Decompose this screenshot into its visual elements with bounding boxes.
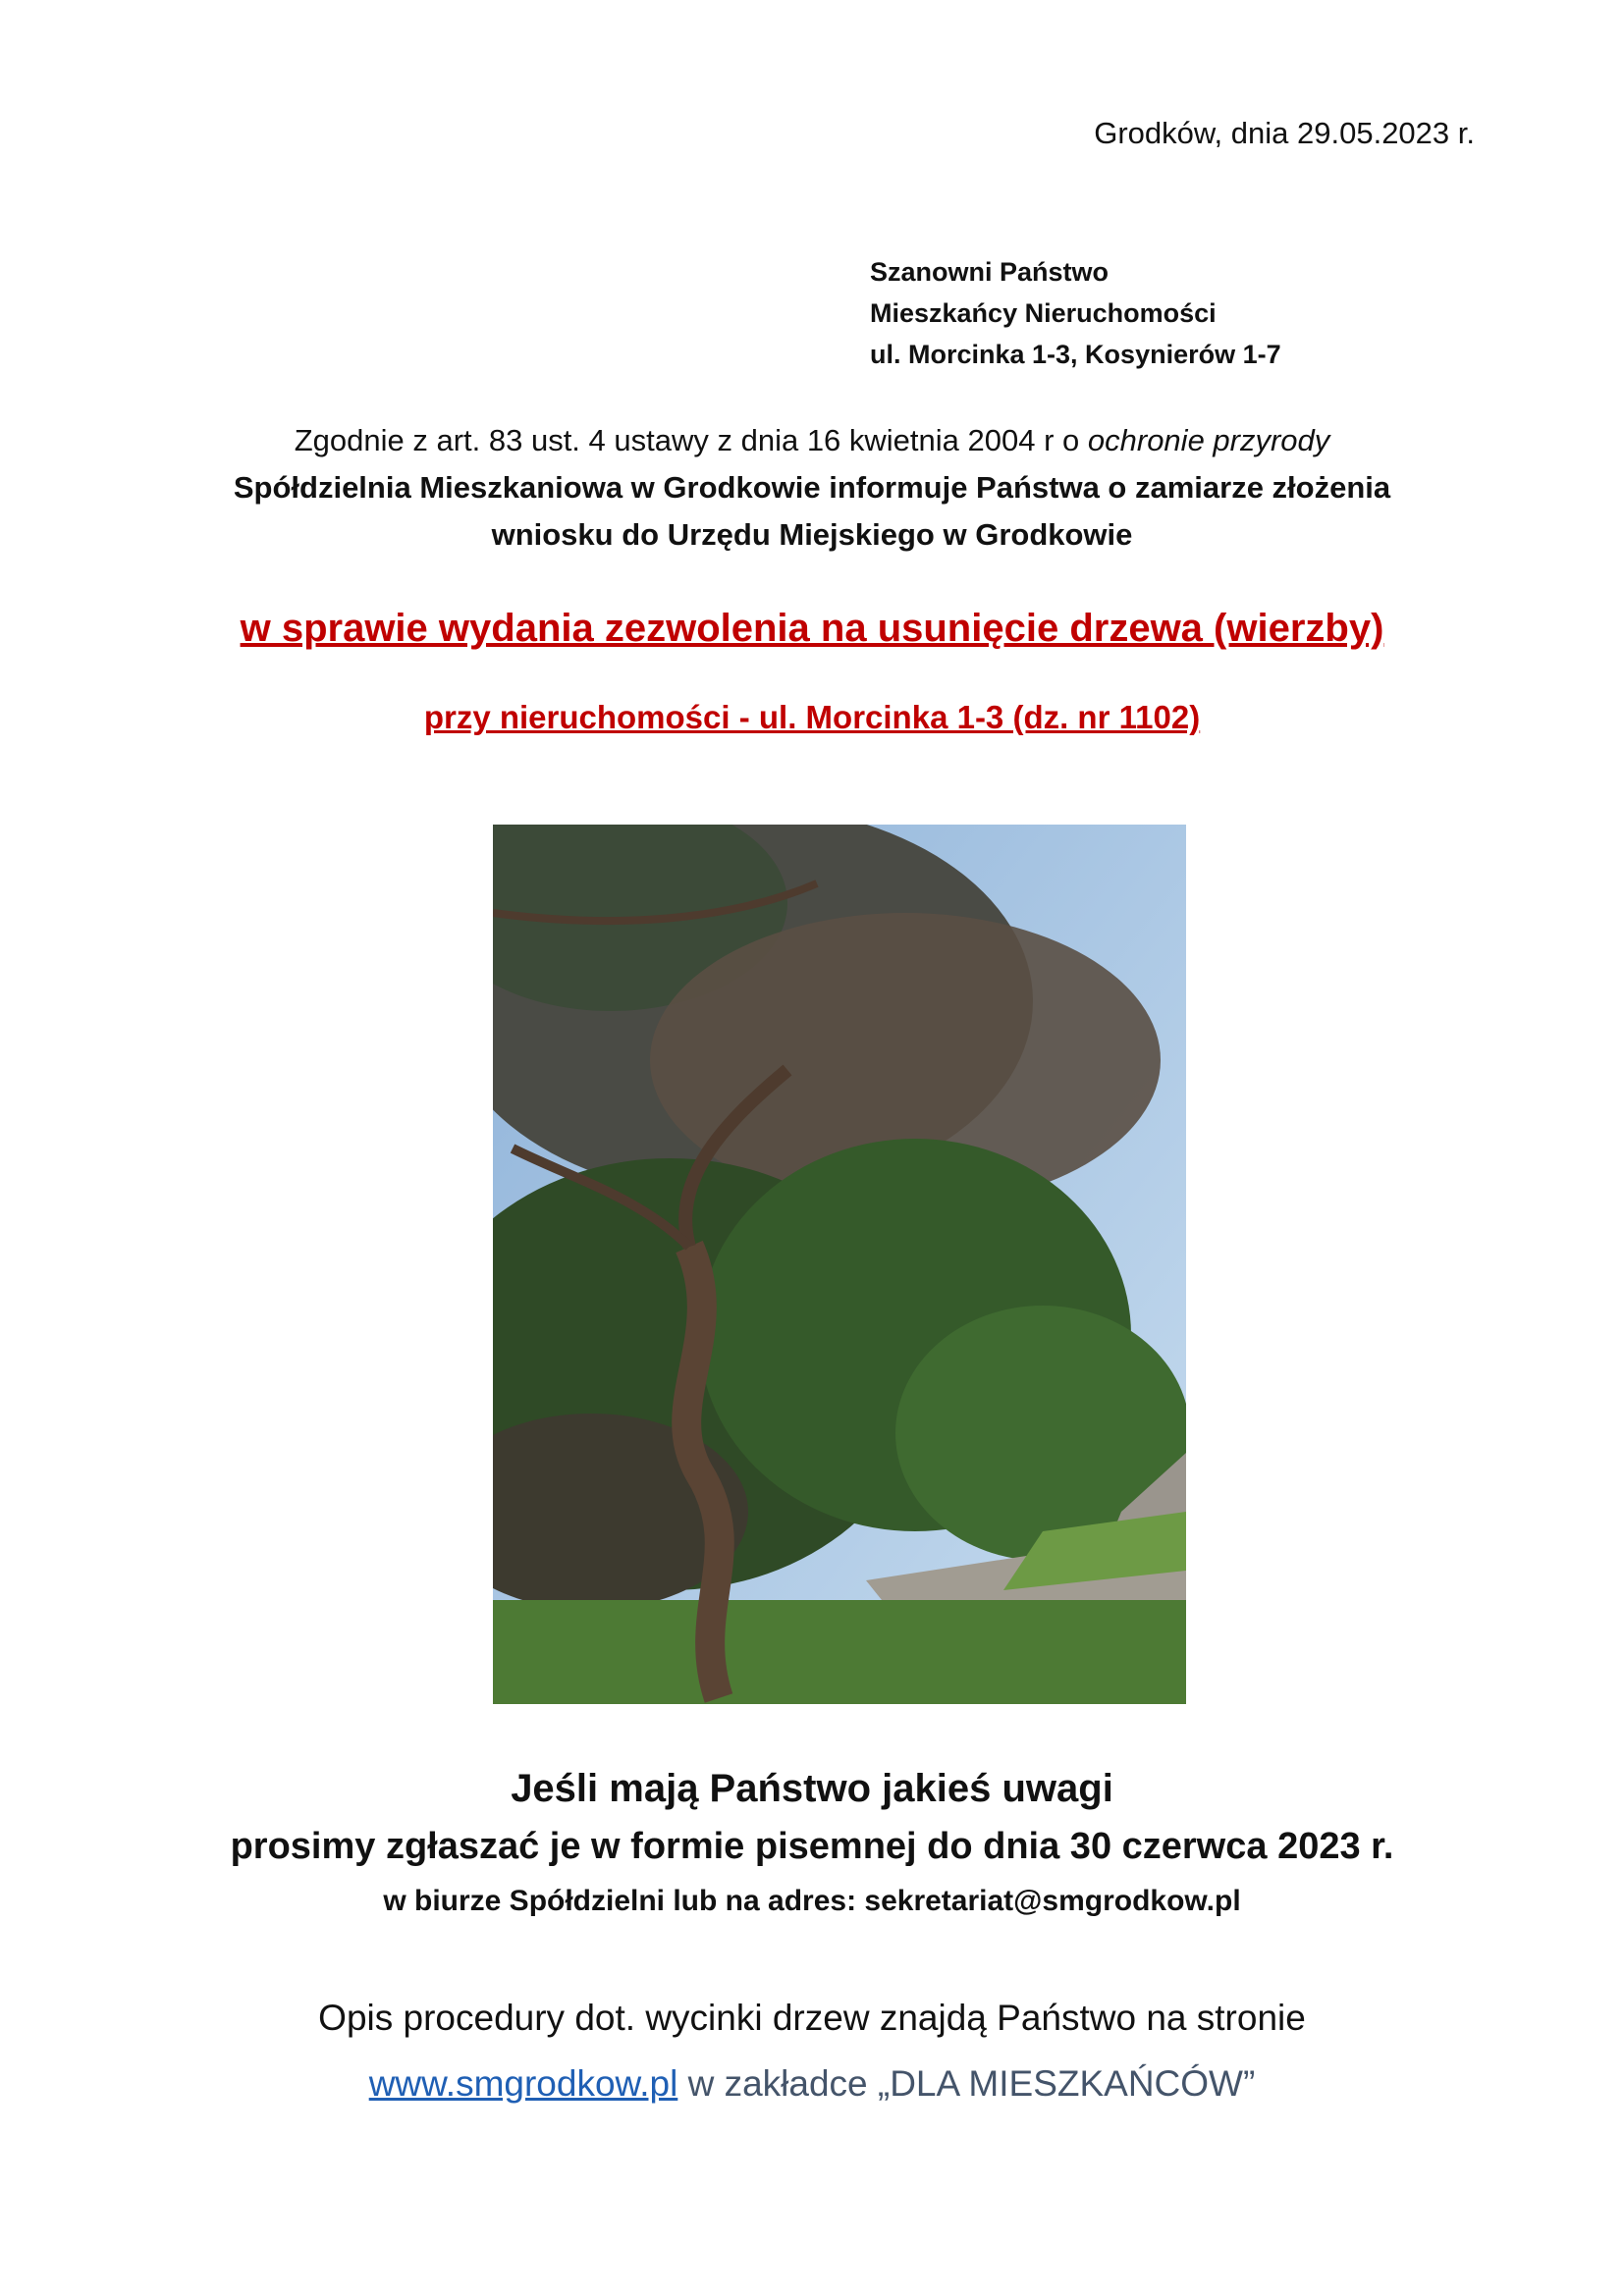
subject-heading: w sprawie wydania zezwolenia na usunięcie drzewa (wierzby) [240, 607, 1384, 650]
intro-line-3: wniosku do Urzędu Miejskiego w Grodkowie [491, 517, 1133, 552]
procedure-link-line [0, 2063, 1624, 2105]
addressee-block [870, 251, 1281, 375]
remarks-heading: Jeśli mają Państwo jakieś uwagi [511, 1767, 1113, 1810]
addressee-line-2: Mieszkańcy Nieruchomości [870, 298, 1217, 328]
tab-reference: w zakładce „DLA MIESZKAŃCÓW” [677, 2063, 1256, 2104]
document-date: Grodków, dnia 29.05.2023 r. [1094, 116, 1475, 150]
intro-paragraph [0, 417, 1624, 559]
procedure-line: Opis procedury dot. wycinki drzew znajdą Państwo na stronie [318, 1998, 1306, 2038]
addressee-line-1: Szanowni Państwo [870, 257, 1110, 287]
intro-line-1 [0, 417, 1624, 464]
addressee-line-3: ul. Morcinka 1-3, Kosynierów 1-7 [870, 340, 1281, 369]
website-link[interactable]: www.smgrodkow.pl [368, 2063, 678, 2104]
intro-act-name: ochronie przyrody [1087, 423, 1330, 457]
intro-legal-basis: Zgodnie z art. 83 ust. 4 ustawy z dnia 16 kwietnia 2004 r o [294, 423, 1088, 457]
intro-line-2: Spółdzielnia Mieszkaniowa w Grodkowie informuje Państwa o zamiarze złożenia [233, 470, 1391, 505]
remarks-contact: w biurze Spółdzielni lub na adres: sekretariat@smgrodkow.pl [383, 1885, 1241, 1917]
remarks-deadline: prosimy zgłaszać je w formie pisemnej do dnia 30 czerwca 2023 r. [230, 1826, 1394, 1867]
subject-location: przy nieruchomości - ul. Morcinka 1-3 (dz. nr 1102) [423, 699, 1201, 735]
tree-photo [493, 825, 1186, 1704]
